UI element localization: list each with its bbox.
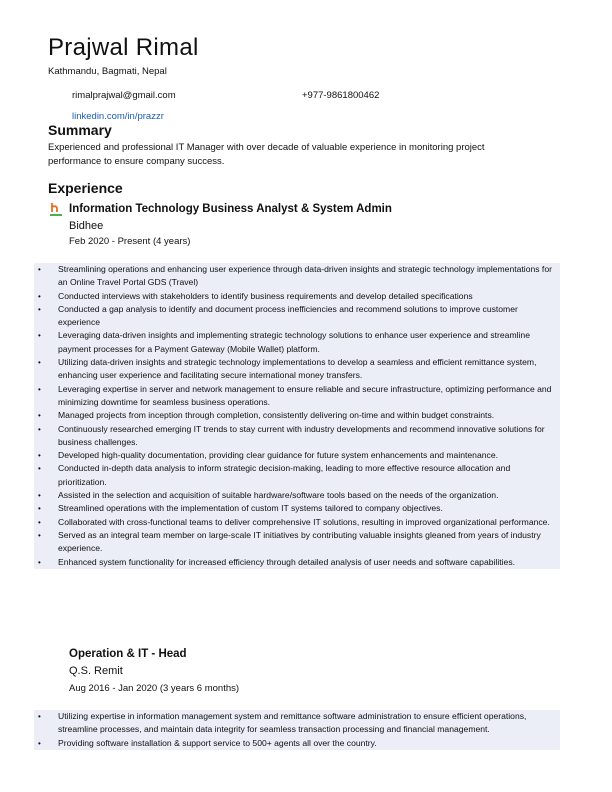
job-dates: Aug 2016 - Jan 2020 (3 years 6 months): [69, 683, 240, 694]
company-name: Bidhee: [69, 220, 104, 232]
list-item: [34, 409, 560, 422]
company-name: Q.S. Remit: [69, 665, 123, 677]
bullet-icon: •: [38, 557, 41, 567]
list-item: [34, 263, 560, 290]
bullet-icon: •: [38, 331, 41, 341]
list-item: [34, 383, 560, 410]
list-item: [34, 489, 560, 502]
experience-heading: Experience: [48, 180, 123, 196]
bullet-icon: •: [38, 451, 41, 461]
bullet-icon: •: [38, 265, 41, 274]
bullet-text: Leveraging expertise in server and network management to ensure reliable and secure infrastructure, optimizing performance and minimizing downtime for seamless business operations.: [58, 383, 552, 407]
list-item: [34, 710, 560, 737]
bullet-text: Conducted in-depth data analysis to inform strategic decision-making, leading to more effective resource allocation and prioritization.: [58, 463, 511, 487]
bullet-icon: •: [38, 712, 41, 721]
list-item: [34, 529, 560, 556]
bullet-icon: •: [38, 517, 41, 527]
bullet-text: Streamlining operations and enhancing user experience through data-driven insights and strategic technology implementations for an Online Travel Portal GDS (Travel): [58, 264, 552, 288]
job-dates: Feb 2020 - Present (4 years): [69, 236, 191, 247]
list-item: [34, 423, 560, 450]
candidate-name: Prajwal Rimal: [48, 34, 199, 61]
bullet-text: Served as an integral team member on large-scale IT initiatives by contributing valuable insights gleaned from years of industry experience.: [58, 529, 541, 554]
bullet-icon: •: [38, 491, 41, 501]
bullet-icon: •: [38, 291, 41, 301]
summary-heading: Summary: [48, 122, 112, 138]
job-title: Information Technology Business Analyst & System Admin: [69, 203, 392, 215]
bullet-icon: •: [38, 384, 41, 394]
bullet-text: Developed high-quality documentation, providing clear guidance for future system enhancements and maintenance.: [58, 450, 498, 461]
job-bullet-list: [34, 263, 560, 569]
phone-number[interactable]: +977-9861800462: [302, 90, 380, 101]
bullet-icon: •: [38, 358, 41, 368]
list-item: [34, 449, 560, 462]
bullet-text: Conducted interviews with stakeholders to identify business requirements and develop detailed specifications: [58, 290, 473, 301]
list-item: [34, 462, 560, 489]
list-item: [34, 516, 560, 529]
bullet-text: Managed projects from inception through completion, consistently delivering on-time and within budget constraints.: [58, 410, 495, 421]
bullet-icon: •: [38, 464, 41, 474]
bullet-text: Streamlined operations with the implementation of custom IT systems tailored to company objectives.: [58, 503, 443, 514]
bullet-text: Leveraging data-driven insights and implementing strategic technology solutions to enhance user experience and streamline payment processes for a Payment Gateway (Mobile Wallet) platform.: [58, 330, 530, 354]
bullet-text: Enhanced system functionality for increased efficiency through detailed analysis of user needs and software capabilities.: [58, 556, 516, 567]
linkedin-link[interactable]: linkedin.com/in/prazzr: [72, 111, 164, 122]
summary-text: Experienced and professional IT Manager with over decade of valuable experience in monitoring project performance to ensure company success.: [48, 142, 485, 167]
list-item: [34, 303, 560, 330]
bullet-icon: •: [38, 504, 41, 514]
bullet-text: Conducted a gap analysis to identify and document process inefficiencies and recommend solutions to improve customer experience: [58, 303, 518, 328]
bullet-text: Collaborated with cross-functional teams to deliver comprehensive IT solutions, resulting in improved organizational performance.: [58, 516, 550, 527]
list-item: [34, 290, 560, 303]
bullet-icon: •: [38, 530, 41, 540]
list-item: [34, 737, 560, 750]
location: Kathmandu, Bagmati, Nepal: [48, 66, 167, 77]
bullet-text: Assisted in the selection and acquisition of suitable hardware/software tools based on the needs of the organization.: [58, 490, 499, 501]
list-item: [34, 329, 560, 356]
company-logo-icon: [50, 202, 62, 217]
list-item: [34, 502, 560, 515]
email-address[interactable]: rimalprajwal@gmail.com: [72, 90, 176, 101]
bullet-icon: •: [38, 411, 41, 421]
list-item: [34, 556, 560, 569]
job-title: Operation & IT - Head: [69, 648, 187, 660]
bullet-text: Utilizing expertise in information management system and remittance software administration to ensure efficient operations, streamline processes, and maintain data integrity for seamless transaction processing and financial management.: [58, 711, 527, 735]
job-bullet-list: [34, 710, 560, 750]
bullet-icon: •: [38, 304, 41, 314]
bullet-icon: •: [38, 424, 41, 434]
list-item: [34, 356, 560, 383]
bullet-text: Utilizing data-driven insights and strategic technology implementations to develop a seamless and efficient remittance system, enhancing user experience and facilitating secure international money transfers.: [58, 357, 537, 381]
bullet-icon: •: [38, 738, 41, 748]
bullet-text: Providing software installation & support service to 500+ agents all over the country.: [58, 737, 377, 748]
bullet-text: Continuously researched emerging IT trends to stay current with industry developments and recommend innovative solutions for business challenges.: [58, 423, 545, 447]
